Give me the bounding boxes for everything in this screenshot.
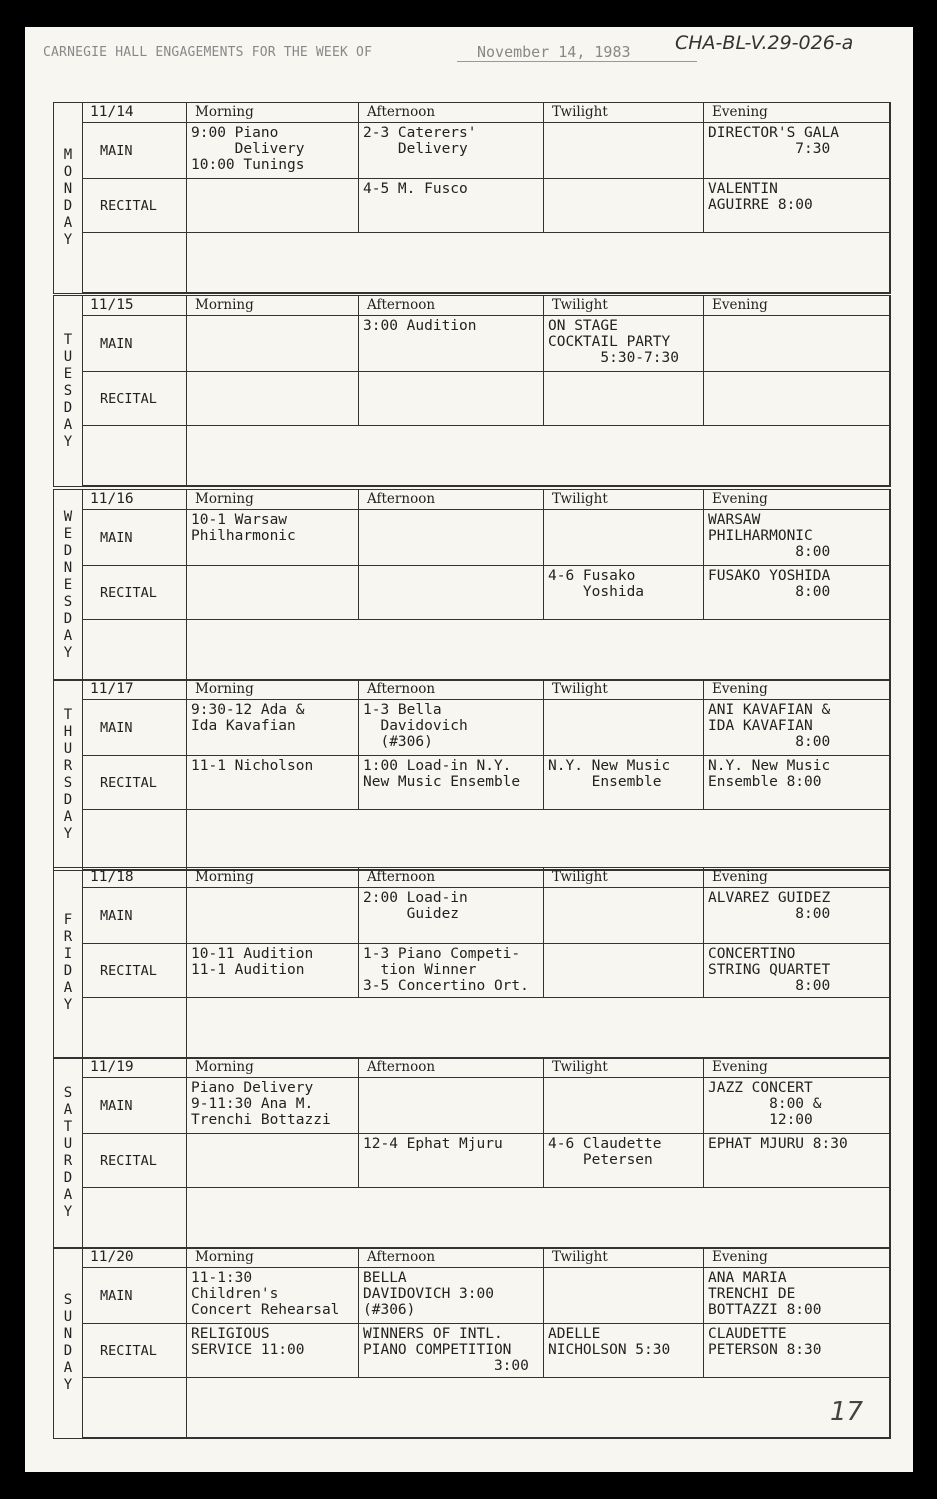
main-morning-cell: Piano Delivery 9-11:30 Ana M. Trenchi Bottazzi [187,1078,359,1134]
recital-evening-cell: CONCERTINO STRING QUARTET 8:00 [704,944,890,998]
main-afternoon-cell [359,1078,544,1134]
column-header-evening: Evening [704,1058,890,1078]
row-label-recital: RECITAL [82,372,187,426]
row-label-recital: RECITAL [82,1324,187,1378]
day-date: 11/20 [82,1248,187,1268]
column-header-afternoon: Afternoon [359,868,544,888]
main-evening-cell: JAZZ CONCERT 8:00 & 12:00 [704,1078,890,1134]
main-twilight-cell [544,700,704,756]
day-name: T H U R S D A Y [54,680,83,870]
day-name: M O N D A Y [54,103,83,293]
day-name: S A T U R D A Y [54,1058,83,1248]
column-header-morning: Morning [187,490,359,510]
recital-afternoon-cell: WINNERS OF INTL. PIANO COMPETITION 3:00 [359,1324,544,1378]
main-afternoon-cell [359,510,544,566]
main-evening-cell: WARSAW PHILHARMONIC 8:00 [704,510,890,566]
recital-twilight-cell [544,944,704,998]
column-header-evening: Evening [704,103,890,123]
spare-notes-cell [187,426,890,486]
column-header-morning: Morning [187,680,359,700]
column-header-evening: Evening [704,680,890,700]
recital-evening-cell: CLAUDETTE PETERSON 8:30 [704,1324,890,1378]
spare-notes-cell [187,998,890,1058]
spare-label-cell [82,233,187,293]
row-label-main: MAIN [82,888,187,944]
day-date: 11/16 [82,490,187,510]
recital-morning-cell [187,566,359,620]
day-block-friday [53,867,891,1059]
day-date: 11/15 [82,296,187,316]
recital-morning-cell: RELIGIOUS SERVICE 11:00 [187,1324,359,1378]
spare-label-cell [82,1188,187,1248]
day-block-saturday [53,1057,891,1249]
day-block-tuesday [53,295,891,487]
main-afternoon-cell: 1-3 Bella Davidovich (#306) [359,700,544,756]
day-name: S U N D A Y [54,1248,83,1438]
header-title: CARNEGIE HALL ENGAGEMENTS FOR THE WEEK OF [43,45,373,60]
row-label-main: MAIN [82,316,187,372]
day-date: 11/14 [82,103,187,123]
column-header-morning: Morning [187,103,359,123]
spare-notes-cell [187,1188,890,1248]
column-header-afternoon: Afternoon [359,1058,544,1078]
column-header-twilight: Twilight [544,680,704,700]
row-label-main: MAIN [82,700,187,756]
day-grid [82,1248,890,1438]
main-twilight-cell: ON STAGE COCKTAIL PARTY 5:30-7:30 [544,316,704,372]
main-evening-cell: ALVAREZ GUIDEZ 8:00 [704,888,890,944]
day-name: T U E S D A Y [54,296,83,486]
recital-afternoon-cell: 4-5 M. Fusco [359,179,544,233]
recital-morning-cell [187,179,359,233]
column-header-evening: Evening [704,1248,890,1268]
recital-twilight-cell: N.Y. New Music Ensemble [544,756,704,810]
main-twilight-cell [544,1268,704,1324]
column-header-evening: Evening [704,296,890,316]
day-grid [82,296,890,486]
row-label-recital: RECITAL [82,566,187,620]
main-morning-cell: 9:30-12 Ada & Ida Kavafian [187,700,359,756]
recital-morning-cell [187,1134,359,1188]
main-twilight-cell [544,888,704,944]
column-header-evening: Evening [704,868,890,888]
recital-afternoon-cell: 12-4 Ephat Mjuru [359,1134,544,1188]
recital-evening-cell: VALENTIN AGUIRRE 8:00 [704,179,890,233]
day-name: W E D N E S D A Y [54,490,83,680]
day-grid [82,1058,890,1248]
recital-twilight-cell [544,372,704,426]
recital-afternoon-cell [359,372,544,426]
row-label-main: MAIN [82,123,187,179]
day-grid [82,490,890,680]
column-header-twilight: Twilight [544,296,704,316]
column-header-twilight: Twilight [544,490,704,510]
column-header-twilight: Twilight [544,1058,704,1078]
column-header-twilight: Twilight [544,1248,704,1268]
header-date: November 14, 1983 [457,43,697,62]
recital-evening-cell: N.Y. New Music Ensemble 8:00 [704,756,890,810]
column-header-morning: Morning [187,296,359,316]
main-morning-cell [187,888,359,944]
day-block-thursday [53,679,891,871]
spare-label-cell [82,620,187,680]
spare-label-cell [82,426,187,486]
main-morning-cell [187,316,359,372]
row-label-recital: RECITAL [82,1134,187,1188]
day-block-monday [53,102,891,294]
day-block-sunday [53,1247,891,1439]
column-header-afternoon: Afternoon [359,1248,544,1268]
day-grid [82,103,890,293]
page-number: 17 [830,1397,864,1427]
handwritten-id: CHA-BL-V.29-026-a [675,32,854,54]
main-afternoon-cell: 2-3 Caterers' Delivery [359,123,544,179]
recital-twilight-cell: 4-6 Fusako Yoshida [544,566,704,620]
row-label-main: MAIN [82,510,187,566]
spare-notes-cell [187,1378,890,1438]
column-header-twilight: Twilight [544,868,704,888]
day-block-wednesday [53,489,891,681]
recital-evening-cell [704,372,890,426]
column-header-afternoon: Afternoon [359,103,544,123]
schedule-sheet [25,27,913,1472]
day-date: 11/17 [82,680,187,700]
day-date: 11/18 [82,868,187,888]
main-evening-cell: ANI KAVAFIAN & IDA KAVAFIAN 8:00 [704,700,890,756]
row-label-recital: RECITAL [82,179,187,233]
column-header-evening: Evening [704,490,890,510]
main-evening-cell: ANA MARIA TRENCHI DE BOTTAZZI 8:00 [704,1268,890,1324]
main-afternoon-cell: 2:00 Load-in Guidez [359,888,544,944]
main-twilight-cell [544,123,704,179]
recital-morning-cell [187,372,359,426]
main-twilight-cell [544,1078,704,1134]
main-afternoon-cell: BELLA DAVIDOVICH 3:00 (#306) [359,1268,544,1324]
spare-notes-cell [187,233,890,293]
main-morning-cell: 11-1:30 Children's Concert Rehearsal [187,1268,359,1324]
recital-afternoon-cell: 1:00 Load-in N.Y. New Music Ensemble [359,756,544,810]
recital-afternoon-cell [359,566,544,620]
main-afternoon-cell: 3:00 Audition [359,316,544,372]
column-header-morning: Morning [187,868,359,888]
spare-label-cell [82,998,187,1058]
day-date: 11/19 [82,1058,187,1078]
recital-evening-cell: FUSAKO YOSHIDA 8:00 [704,566,890,620]
main-morning-cell: 9:00 Piano Delivery 10:00 Tunings [187,123,359,179]
row-label-recital: RECITAL [82,756,187,810]
day-grid [82,868,890,1058]
recital-twilight-cell: 4-6 Claudette Petersen [544,1134,704,1188]
column-header-twilight: Twilight [544,103,704,123]
main-twilight-cell [544,510,704,566]
column-header-afternoon: Afternoon [359,296,544,316]
spare-notes-cell [187,810,890,870]
recital-twilight-cell: ADELLE NICHOLSON 5:30 [544,1324,704,1378]
recital-morning-cell: 11-1 Nicholson [187,756,359,810]
recital-morning-cell: 10-11 Audition 11-1 Audition [187,944,359,998]
column-header-afternoon: Afternoon [359,490,544,510]
recital-evening-cell: EPHAT MJURU 8:30 [704,1134,890,1188]
main-evening-cell [704,316,890,372]
recital-afternoon-cell: 1-3 Piano Competi- tion Winner 3-5 Concertino Ort. [359,944,544,998]
column-header-afternoon: Afternoon [359,680,544,700]
spare-label-cell [82,810,187,870]
main-morning-cell: 10-1 Warsaw Philharmonic [187,510,359,566]
spare-notes-cell [187,620,890,680]
row-label-recital: RECITAL [82,944,187,998]
column-header-morning: Morning [187,1248,359,1268]
day-name: F R I D A Y [54,868,83,1058]
day-grid [82,680,890,870]
recital-twilight-cell [544,179,704,233]
column-header-morning: Morning [187,1058,359,1078]
row-label-main: MAIN [82,1268,187,1324]
main-evening-cell: DIRECTOR'S GALA 7:30 [704,123,890,179]
spare-label-cell [82,1378,187,1438]
row-label-main: MAIN [82,1078,187,1134]
